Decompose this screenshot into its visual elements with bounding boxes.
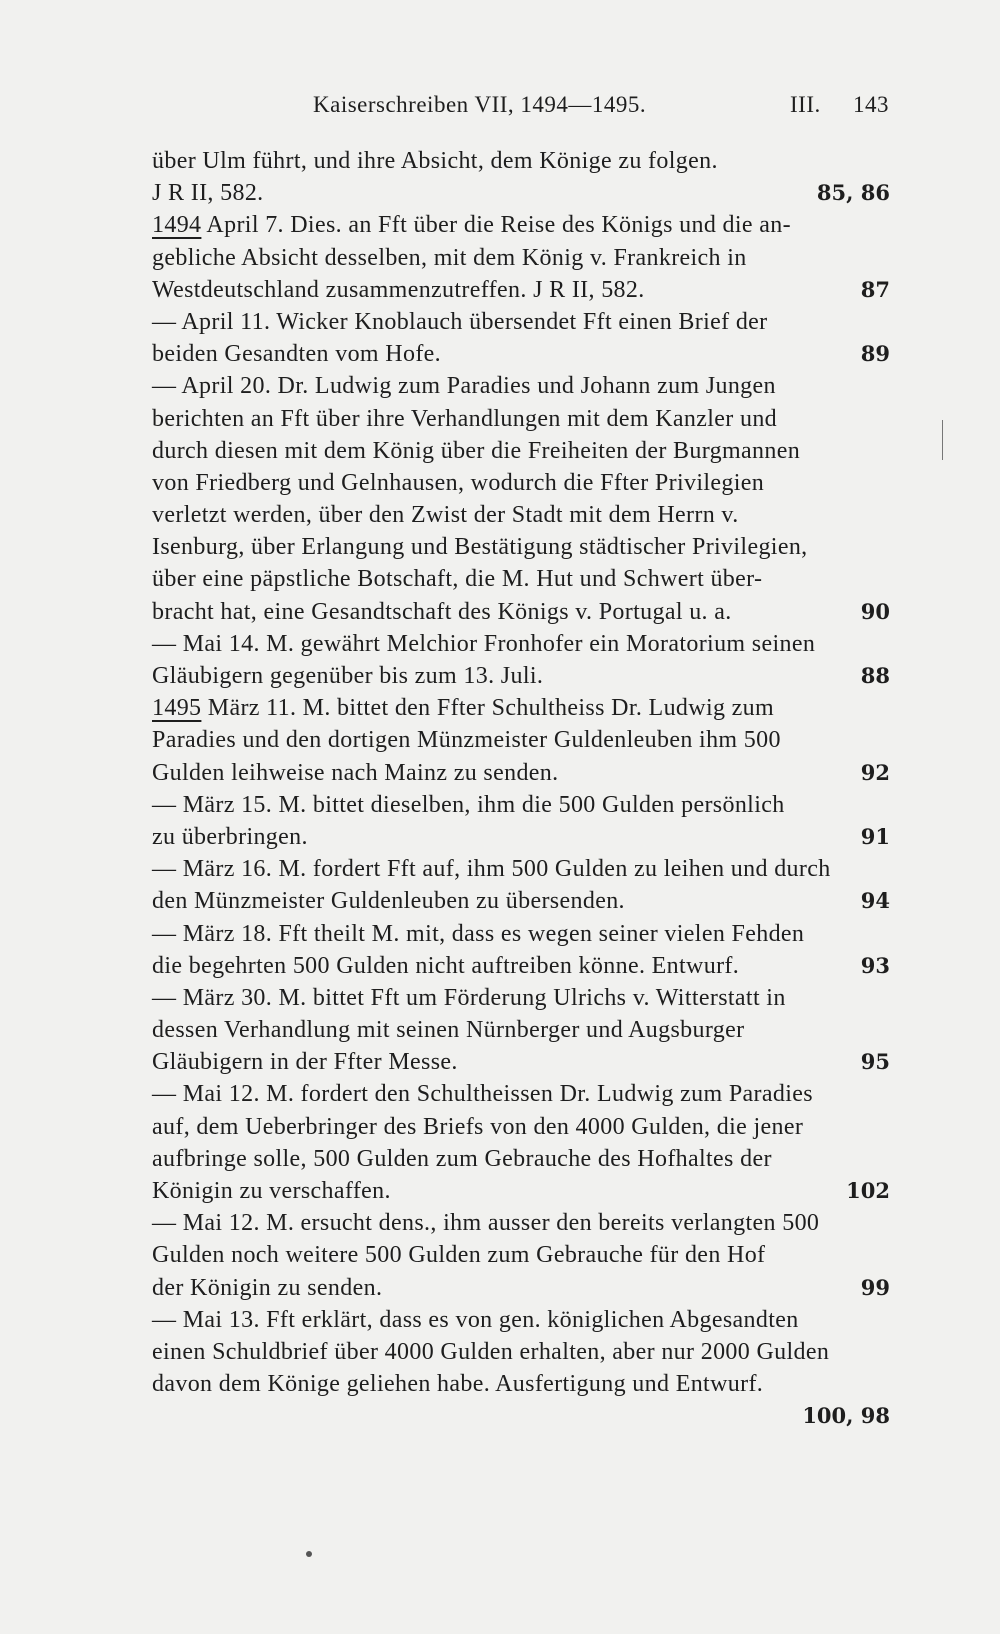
document-number: 92 xyxy=(860,759,890,785)
document-number: 89 xyxy=(860,341,890,367)
entry-text: aufbringe solle, 500 Gulden zum Gebrauche des Hofhaltes der xyxy=(152,1145,772,1172)
entry-text: — April 11. Wicker Knoblauch übersendet Fft einen Brief der xyxy=(152,308,768,335)
text-line xyxy=(152,338,890,370)
entry-text: bracht hat, eine Gesandtschaft des Königs v. Portugal u. a. xyxy=(152,598,732,625)
text-line xyxy=(152,403,890,435)
entry-text: Gläubigern in der Ffter Messe. xyxy=(152,1049,458,1076)
entry-text: — März 16. M. fordert Fft auf, ihm 500 Gulden zu leihen und durch xyxy=(152,856,831,883)
line-text xyxy=(152,1336,829,1368)
line-text xyxy=(152,660,543,692)
line-text xyxy=(152,1111,803,1143)
entry-text: beiden Gesandten vom Hofe. xyxy=(152,341,442,368)
line-text xyxy=(152,338,441,370)
text-line xyxy=(152,724,890,756)
line-text xyxy=(152,242,747,274)
document-number: 99 xyxy=(860,1274,890,1300)
entry-text: einen Schuldbrief über 4000 Gulden erhalten, aber nur 2000 Gulden xyxy=(152,1338,830,1365)
line-text xyxy=(152,531,808,563)
document-number: 90 xyxy=(860,598,890,624)
text-line xyxy=(152,1046,890,1078)
entry-text: über Ulm führt, und ihre Absicht, dem Könige zu folgen. xyxy=(152,148,718,174)
line-text xyxy=(152,692,774,724)
line-text xyxy=(152,1078,813,1110)
entry-text: J R II, 582. xyxy=(152,180,264,207)
entry-text: Westdeutschland zusammenzutreffen. J R II, 582. xyxy=(152,276,645,303)
text-line xyxy=(152,982,890,1014)
register-entries xyxy=(152,145,890,1433)
text-line xyxy=(152,370,890,402)
text-line xyxy=(152,145,890,177)
text-line xyxy=(152,821,890,853)
line-text xyxy=(152,1143,772,1175)
entry-text: über eine päpstliche Botschaft, die M. Hut und Schwert über- xyxy=(152,566,763,593)
entry-text: Gulden noch weitere 500 Gulden zum Gebrauche für den Hof xyxy=(152,1242,766,1269)
entry-text: den Münzmeister Guldenleuben zu übersenden. xyxy=(152,888,625,915)
entry-text: — Mai 12. M. ersucht dens., ihm ausser den bereits verlangten 500 xyxy=(152,1210,820,1237)
entry-text: — März 15. M. bittet dieselben, ihm die 500 Gulden persönlich xyxy=(152,791,785,818)
text-line xyxy=(152,918,890,950)
text-line xyxy=(152,1272,890,1304)
entry-text: Gläubigern gegenüber bis zum 13. Juli. xyxy=(152,663,544,689)
entry-text: die begehrten 500 Gulden nicht auftreiben könne. Entwurf. xyxy=(152,952,740,979)
line-text xyxy=(152,918,804,950)
line-text xyxy=(152,1046,458,1078)
entry-text: — Mai 12. M. fordert den Schultheissen Dr. Ludwig zum Paradies xyxy=(152,1081,813,1108)
line-text xyxy=(152,1175,391,1207)
line-text xyxy=(152,724,781,756)
line-text xyxy=(152,596,732,628)
text-line xyxy=(152,1336,890,1368)
entry-text: gebliche Absicht desselben, mit dem König v. Frankreich in xyxy=(152,244,747,271)
entry-text: — März 30. M. bittet Fft um Förderung Ulrichs v. Witterstatt in xyxy=(152,984,786,1011)
text-line xyxy=(152,177,890,209)
line-text xyxy=(152,757,559,789)
text-line xyxy=(152,1239,890,1271)
line-text xyxy=(152,563,762,595)
text-line xyxy=(152,853,890,885)
line-text xyxy=(152,885,625,917)
text-line xyxy=(152,692,890,724)
line-text xyxy=(152,982,786,1014)
entry-text: dessen Verhandlung mit seinen Nürnberger und Augsburger xyxy=(152,1017,745,1044)
line-text xyxy=(152,274,645,306)
section-number: III. xyxy=(790,92,821,117)
line-text xyxy=(152,370,776,402)
document-number: 100, 98 xyxy=(802,1403,890,1429)
line-text xyxy=(152,209,791,241)
document-number: 102 xyxy=(846,1178,890,1203)
line-text xyxy=(152,1304,799,1336)
text-line xyxy=(152,499,890,531)
line-text xyxy=(152,1239,765,1271)
document-number: 93 xyxy=(860,952,890,978)
entry-text: zu überbringen. xyxy=(152,823,308,850)
line-text xyxy=(152,306,768,338)
text-line xyxy=(152,789,890,821)
text-line xyxy=(152,628,890,660)
entry-text: verletzt werden, über den Zwist der Stadt mit dem Herrn v. xyxy=(152,502,739,529)
text-line xyxy=(152,1111,890,1143)
line-text xyxy=(152,403,777,435)
document-number: 85, 86 xyxy=(816,180,890,206)
document-number: 91 xyxy=(860,823,890,849)
line-text xyxy=(152,145,718,177)
text-line xyxy=(152,660,890,692)
text-line xyxy=(152,1175,890,1207)
entry-text: Königin zu verschaffen. xyxy=(152,1178,391,1204)
text-line xyxy=(152,950,890,982)
ink-dot xyxy=(306,1551,312,1557)
document-number: 87 xyxy=(860,276,890,302)
entry-text: Paradies und den dortigen Münzmeister Guldenleuben ihm 500 xyxy=(152,727,781,754)
text-line xyxy=(152,1368,890,1400)
text-line xyxy=(152,1143,890,1175)
entry-text: — Mai 14. M. gewährt Melchior Fronhofer ein Moratorium seinen xyxy=(152,630,816,657)
line-text xyxy=(152,853,831,885)
entry-text: der Königin zu senden. xyxy=(152,1274,383,1301)
entry-text: durch diesen mit dem König über die Freiheiten der Burgmannen xyxy=(152,437,801,464)
entry-text: von Friedberg und Gelnhausen, wodurch die Ffter Privilegien xyxy=(152,469,765,496)
entry-text: — Mai 13. Fft erklärt, dass es von gen. königlichen Abgesandten xyxy=(152,1306,799,1333)
entry-text: davon dem Könige geliehen habe. Ausfertigung und Entwurf. xyxy=(152,1371,764,1398)
text-line xyxy=(152,1014,890,1046)
text-line xyxy=(152,1078,890,1110)
text-line xyxy=(152,274,890,306)
text-line xyxy=(152,596,890,628)
text-line xyxy=(152,563,890,595)
margin-mark xyxy=(942,420,943,460)
text-line xyxy=(152,209,890,241)
entry-text: — April 20. Dr. Ludwig zum Paradies und Johann zum Jungen xyxy=(152,373,776,400)
entry-text: — März 18. Fft theilt M. mit, dass es wegen seiner vielen Fehden xyxy=(152,920,805,947)
text-line xyxy=(152,467,890,499)
line-text xyxy=(152,1272,382,1304)
text-line xyxy=(152,242,890,274)
line-text xyxy=(152,177,264,209)
entry-text: April 7. Dies. an Fft über die Reise des Königs und die an- xyxy=(201,212,791,239)
document-number: 95 xyxy=(860,1049,890,1075)
line-text xyxy=(152,435,800,467)
text-line xyxy=(152,757,890,789)
page-header xyxy=(150,92,890,132)
line-text xyxy=(152,628,815,660)
line-text xyxy=(152,467,764,499)
entry-text: März 11. M. bittet den Ffter Schultheiss Dr. Ludwig zum xyxy=(201,695,775,722)
year-marker: 1495 xyxy=(152,695,202,722)
line-text xyxy=(152,499,739,531)
entry-text: berichten an Fft über ihre Verhandlungen mit dem Kanzler und xyxy=(152,405,778,432)
document-number: 88 xyxy=(860,663,890,688)
text-line xyxy=(152,531,890,563)
text-line xyxy=(152,306,890,338)
text-line xyxy=(152,1400,890,1432)
text-line xyxy=(152,435,890,467)
text-line xyxy=(152,1207,890,1239)
entry-text: auf, dem Ueberbringer des Briefs von den 4000 Gulden, die jener xyxy=(152,1113,804,1140)
line-text xyxy=(152,950,739,982)
line-text xyxy=(152,1368,763,1400)
running-title: Kaiserschreiben VII, 1494—1495. xyxy=(313,92,647,117)
line-text xyxy=(152,1014,744,1046)
text-line xyxy=(152,885,890,917)
line-text xyxy=(152,789,785,821)
entry-text: Isenburg, über Erlangung und Bestätigung städtischer Privilegien, xyxy=(152,534,808,561)
line-text xyxy=(152,1207,819,1239)
line-text xyxy=(152,821,308,853)
year-marker: 1494 xyxy=(152,212,202,239)
entry-text: Gulden leihweise nach Mainz zu senden. xyxy=(152,759,559,786)
text-line xyxy=(152,1304,890,1336)
document-number: 94 xyxy=(860,888,890,914)
page-number: 143 xyxy=(853,92,889,117)
